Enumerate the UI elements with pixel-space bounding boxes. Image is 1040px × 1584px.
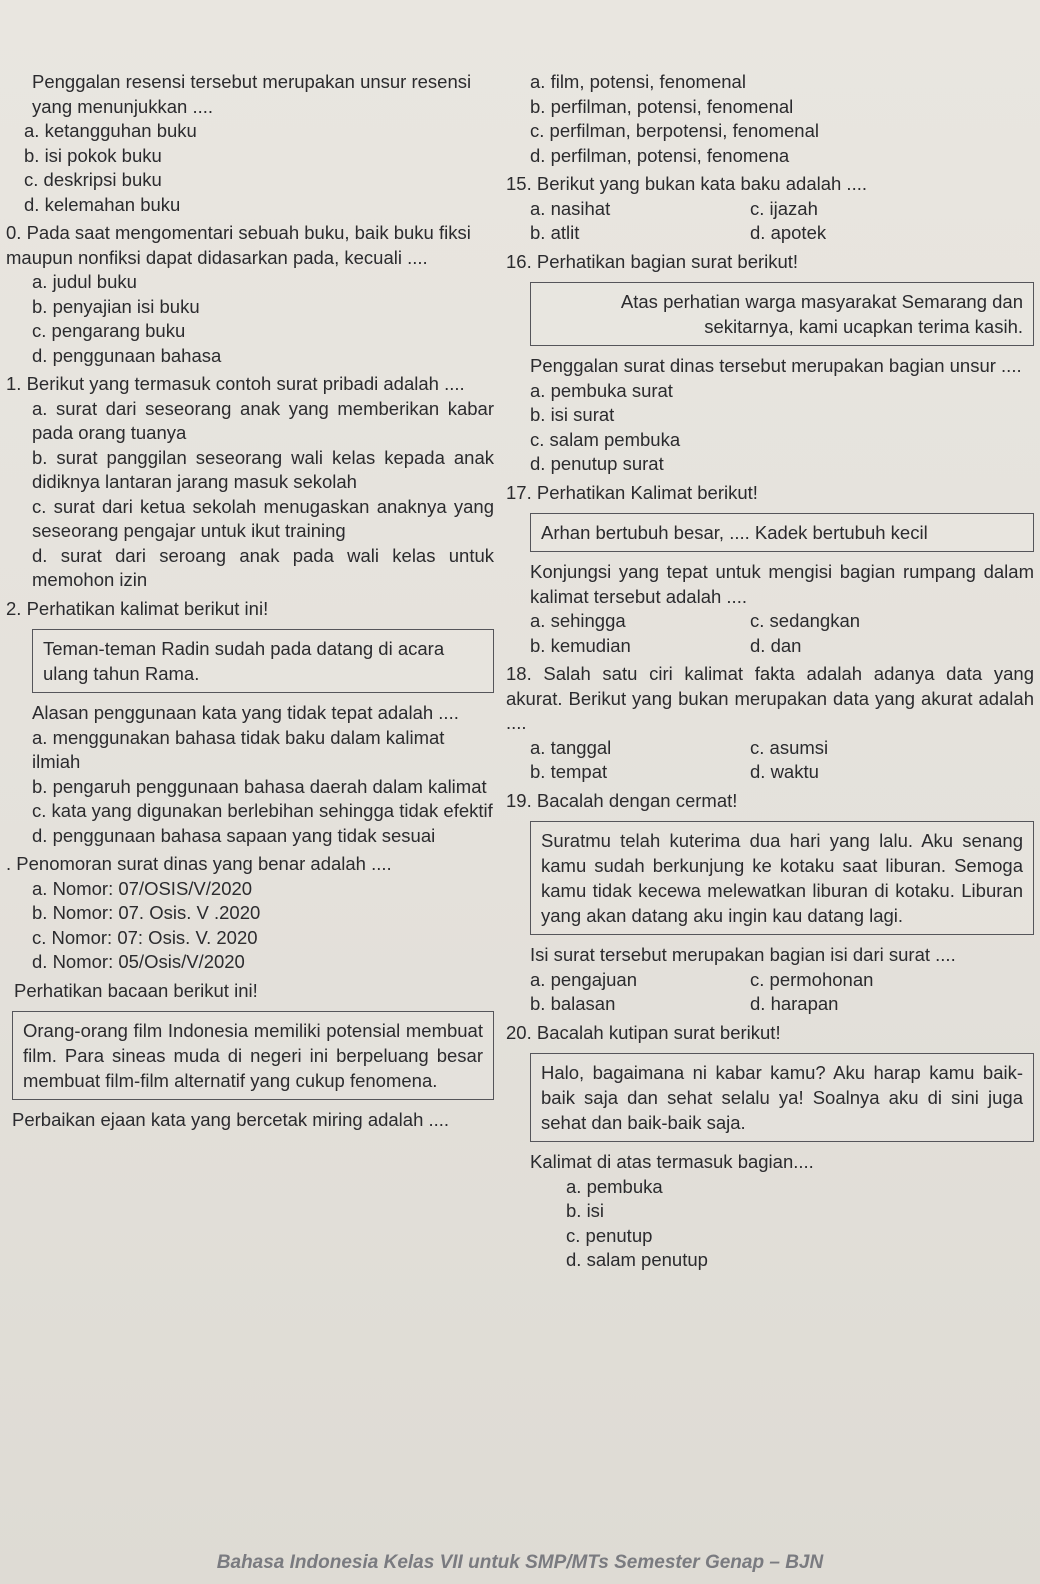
q16-option-b[interactable]: b. isi surat [530, 404, 615, 425]
q20-option-d[interactable]: d. salam penutup [566, 1249, 708, 1270]
q15-option-b[interactable]: b. atlit [530, 222, 580, 243]
q20-stem: 20. Bacalah kutipan surat berikut! [506, 1021, 781, 1043]
q10-option-d[interactable]: d. penggunaan bahasa [32, 344, 222, 366]
q17-question: Konjungsi yang tepat untuk mengisi bagian rumpang dalam kalimat tersebut adalah .... [530, 561, 1034, 607]
q10-stem: 0. Pada saat mengomentari sebuah buku, baik buku fiksi maupun nonfiksi dapat didasarkan pada, kecuali .... [6, 222, 471, 268]
q12-option-c[interactable]: c. kata yang digunakan berlebihan sehingga tidak efektif [32, 800, 493, 821]
q11-option-b[interactable]: b. surat panggilan seseorang wali kelas kepada anak didiknya lantaran jarang masuk sekolah [32, 446, 494, 492]
q15-option-a[interactable]: a. nasihat [530, 197, 611, 219]
q12-option-b[interactable]: b. pengaruh penggunaan bahasa daerah dalam kalimat [32, 775, 487, 797]
q18-option-b[interactable]: b. tempat [530, 761, 608, 782]
q19-option-c[interactable]: c. permohonan [750, 968, 874, 990]
q20-option-a[interactable]: a. pembuka [566, 1175, 663, 1197]
q14-option-b[interactable]: b. perfilman, potensi, fenomenal [530, 95, 794, 117]
q12-question: Alasan penggunaan kata yang tidak tepat adalah .... [32, 702, 459, 723]
q10-option-c[interactable]: c. pengarang buku [32, 320, 186, 341]
q17-option-d[interactable]: d. dan [750, 634, 802, 656]
q14-option-c[interactable]: c. perfilman, berpotensi, fenomenal [530, 120, 819, 141]
q17-stem: 17. Perhatikan Kalimat berikut! [506, 481, 758, 503]
q8-option-d[interactable]: d. kelemahan buku [24, 193, 181, 215]
q20-quote-box: Halo, bagaimana ni kabar kamu? Aku harap kamu baik-baik saja dan sehat selalu ya! Soalnya aku di sini juga sehat dan baik-baik saja. [530, 1053, 1034, 1142]
q12-option-a[interactable]: a. menggunakan bahasa tidak baku dalam kalimat ilmiah [32, 726, 445, 772]
page-footer: Bahasa Indonesia Kelas VII untuk SMP/MTs Semester Genap – BJN [216, 1552, 824, 1573]
q19-stem: 19. Bacalah dengan cermat! [506, 789, 738, 811]
q20-option-c[interactable]: c. penutup [566, 1224, 653, 1246]
q11-option-d[interactable]: d. surat dari seroang anak pada wali kelas untuk memohon izin [32, 544, 494, 590]
q18-stem: 18. Salah satu ciri kalimat fakta adalah adanya data yang akurat. Berikut yang bukan merupakan data yang akurat adalah .... [506, 663, 1034, 733]
q8-option-a[interactable]: a. ketangguhan buku [24, 120, 197, 141]
q18-option-a[interactable]: a. tanggal [530, 736, 612, 758]
q19-option-d[interactable]: d. harapan [750, 993, 839, 1014]
q12-option-d[interactable]: d. penggunaan bahasa sapaan yang tidak sesuai [32, 824, 436, 846]
q8-option-b[interactable]: b. isi pokok buku [24, 144, 162, 166]
q8-option-c[interactable]: c. deskripsi buku [24, 169, 162, 190]
q8-stem: Penggalan resensi tersebut merupakan unsur resensi yang menunjukkan .... [32, 71, 472, 117]
q19-option-a[interactable]: a. pengajuan [530, 968, 637, 990]
q19-quote-box: Suratmu telah kuterima dua hari yang lalu. Aku senang kamu sudah berkunjung ke kotaku saat liburan. Semoga kamu tidak kecewa melewatkan liburan di kotaku. Liburan yang akan datang aku ingin kau datang lagi. [530, 821, 1034, 935]
q17-option-b[interactable]: b. kemudian [530, 634, 631, 656]
q16-option-d[interactable]: d. penutup surat [530, 453, 664, 474]
q14-option-a[interactable]: a. film, potensi, fenomenal [530, 71, 746, 92]
q14-option-d[interactable]: d. perfilman, potensi, fenomena [530, 144, 790, 166]
q18-option-d[interactable]: d. waktu [750, 761, 819, 782]
q19-question: Isi surat tersebut merupakan bagian isi dari surat .... [530, 944, 956, 965]
q13-stem: . Penomoran surat dinas yang benar adalah .... [6, 853, 392, 874]
q11-stem: 1. Berikut yang termasuk contoh surat pribadi adalah .... [6, 373, 465, 394]
q13-option-a[interactable]: a. Nomor: 07/OSIS/V/2020 [32, 877, 253, 899]
q16-quote-box: Atas perhatian warga masyarakat Semarang dan sekitarnya, kami ucapkan terima kasih. [530, 282, 1034, 346]
left-column [6, 70, 494, 1133]
q20-question: Kalimat di atas termasuk bagian.... [530, 1151, 814, 1172]
q17-option-c[interactable]: c. sedangkan [750, 610, 861, 631]
q16-question: Penggalan surat dinas tersebut merupakan bagian unsur .... [530, 355, 1022, 376]
q18-option-c[interactable]: c. asumsi [750, 736, 829, 758]
q12-stem: 2. Perhatikan kalimat berikut ini! [6, 597, 269, 619]
q14-stem: Perhatikan bacaan berikut ini! [14, 979, 258, 1001]
q14-question: Perbaikan ejaan kata yang bercetak miring adalah .... [12, 1109, 450, 1130]
q16-option-a[interactable]: a. pembuka surat [530, 379, 673, 401]
q16-option-c[interactable]: c. salam pembuka [530, 428, 681, 450]
q16-stem: 16. Perhatikan bagian surat berikut! [506, 250, 799, 272]
q15-option-c[interactable]: c. ijazah [750, 197, 818, 219]
q13-option-b[interactable]: b. Nomor: 07. Osis. V .2020 [32, 902, 261, 923]
q15-stem: 15. Berikut yang bukan kata baku adalah .... [506, 173, 867, 194]
q13-option-d[interactable]: d. Nomor: 05/Osis/V/2020 [32, 951, 245, 972]
q13-option-c[interactable]: c. Nomor: 07: Osis. V. 2020 [32, 926, 258, 948]
q11-option-a[interactable]: a. surat dari seseorang anak yang memberikan kabar pada orang tuanya [32, 397, 494, 443]
right-column [506, 70, 1034, 1273]
q14-quote-box: Orang-orang film Indonesia memiliki potensial membuat film. Para sineas muda di negeri ini berpeluang besar membuat film-film alternatif yang cukup fenomena. [12, 1011, 494, 1100]
q11-option-c[interactable]: c. surat dari ketua sekolah menugaskan anaknya yang seseorang pengajar untuk ikut training [32, 495, 494, 541]
q10-option-b[interactable]: b. penyajian isi buku [32, 295, 200, 317]
q12-quote-box: Teman-teman Radin sudah pada datang di acara ulang tahun Rama. [32, 629, 494, 693]
q20-option-b[interactable]: b. isi [566, 1200, 605, 1221]
q17-quote-box: Arhan bertubuh besar, .... Kadek bertubuh kecil [530, 513, 1034, 552]
q17-option-a[interactable]: a. sehingga [530, 610, 626, 631]
q10-option-a[interactable]: a. judul buku [32, 271, 137, 292]
q19-option-b[interactable]: b. balasan [530, 993, 616, 1014]
q15-option-d[interactable]: d. apotek [750, 222, 827, 243]
